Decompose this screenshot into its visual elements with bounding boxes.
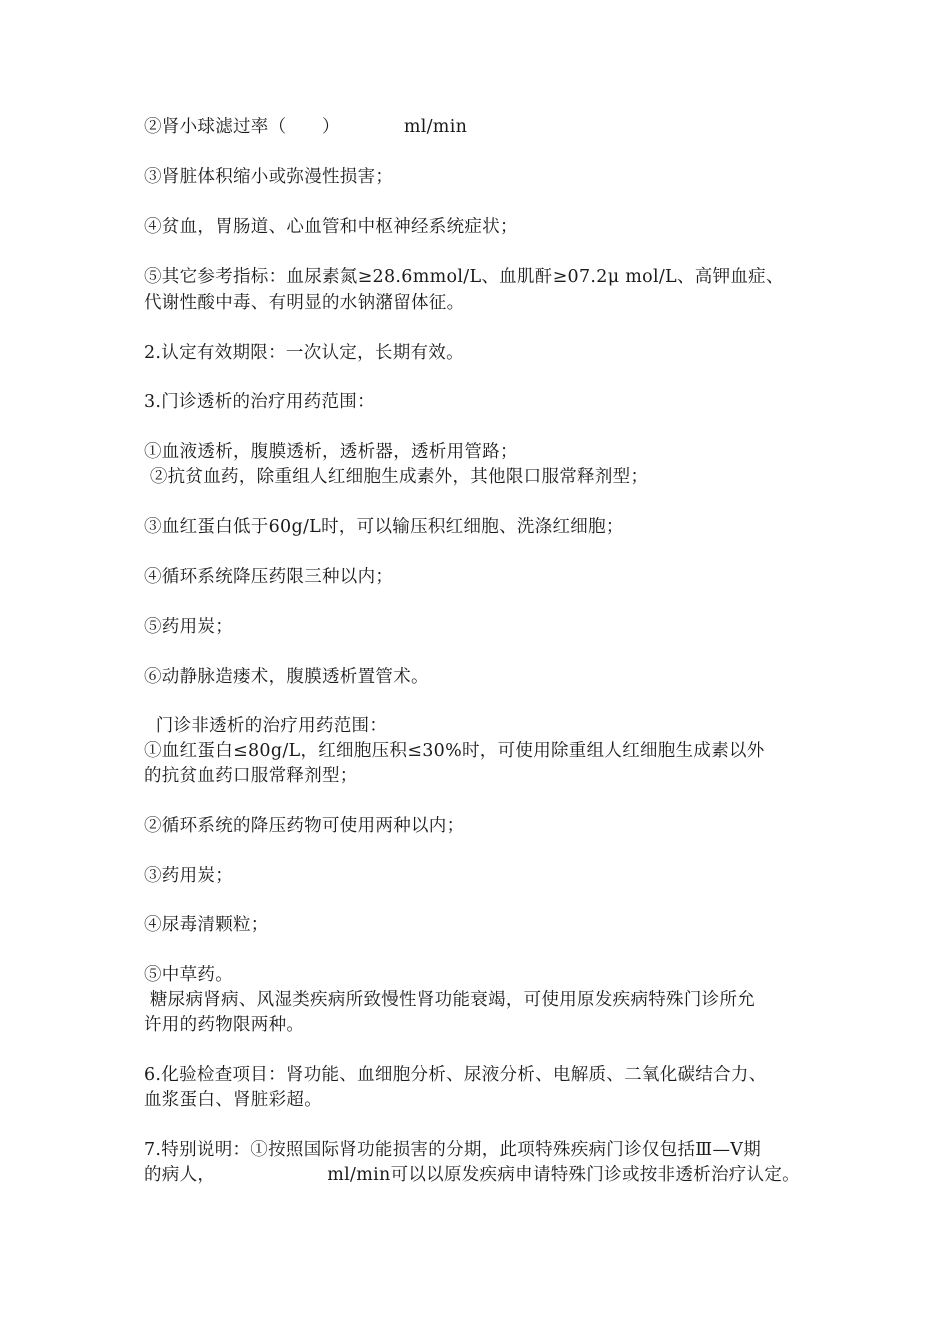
text-line: ③血红蛋白低于60g/L时，可以输压积红细胞、洗涤红细胞； [144, 517, 624, 537]
text-line: ④循环系统降压药限三种以内； [144, 567, 394, 587]
text-segment: ②肾小球滤过率（ ） [144, 117, 340, 137]
text-line: ②抗贫血药，除重组人红细胞生成素外，其他限口服常释剂型； [144, 467, 649, 487]
text-line: ①血液透析，腹膜透析，透析器，透析用管路； [144, 442, 518, 462]
text-line [144, 1162, 824, 1188]
text-line: 3.门诊透析的治疗用药范围： [144, 392, 375, 412]
text-line: ③药用炭； [144, 866, 233, 886]
text-segment: ml/min [403, 117, 468, 137]
text-line: 6.化验检查项目：肾功能、血细胞分析、尿液分析、电解质、二氧化碳结合力、 [144, 1065, 767, 1085]
text-line: ⑤其它参考指标：血尿素氮≥28.6mmol/L、血肌酐≥07.2μ mol/L、高钾血症、 [144, 267, 784, 287]
text-line [144, 114, 824, 140]
text-segment: 的病人， [144, 1165, 216, 1185]
text-line: 许用的药物限两种。 [144, 1015, 305, 1035]
text-line: ⑥动静脉造瘘术，腹膜透析置管术。 [144, 667, 429, 687]
text-line: ④尿毒清颗粒； [144, 915, 269, 935]
text-segment: 可以以原发疾病申请特殊门诊或按非透析治疗认定。 [390, 1165, 800, 1185]
text-segment: ml/min [327, 1165, 391, 1185]
text-line: ③肾脏体积缩小或弥漫性损害； [144, 167, 394, 187]
text-line: ②循环系统的降压药物可使用两种以内； [144, 816, 465, 836]
text-line: 代谢性酸中毒、有明显的水钠潴留体征。 [144, 293, 465, 313]
text-line: ④贫血，胃肠道、心血管和中枢神经系统症状； [144, 217, 518, 237]
text-line: 的抗贫血药口服常释剂型； [144, 766, 358, 786]
text-line: 门诊非透析的治疗用药范围： [144, 716, 388, 736]
text-line: 7.特别说明：①按照国际肾功能损害的分期，此项特殊疾病门诊仅包括Ⅲ—Ⅴ期 [144, 1140, 762, 1160]
text-line: 2.认定有效期限：一次认定，长期有效。 [144, 343, 464, 363]
text-line: 糖尿病肾病、风湿类疾病所致慢性肾功能衰竭，可使用原发疾病特殊门诊所允 [144, 990, 756, 1010]
text-line: ①血红蛋白≤80g/L，红细胞压积≤30%时，可使用除重组人红细胞生成素以外 [144, 741, 765, 761]
text-line: ⑤中草药。 [144, 965, 233, 985]
text-line: 血浆蛋白、肾脏彩超。 [144, 1090, 322, 1110]
text-line: ⑤药用炭； [144, 617, 233, 637]
